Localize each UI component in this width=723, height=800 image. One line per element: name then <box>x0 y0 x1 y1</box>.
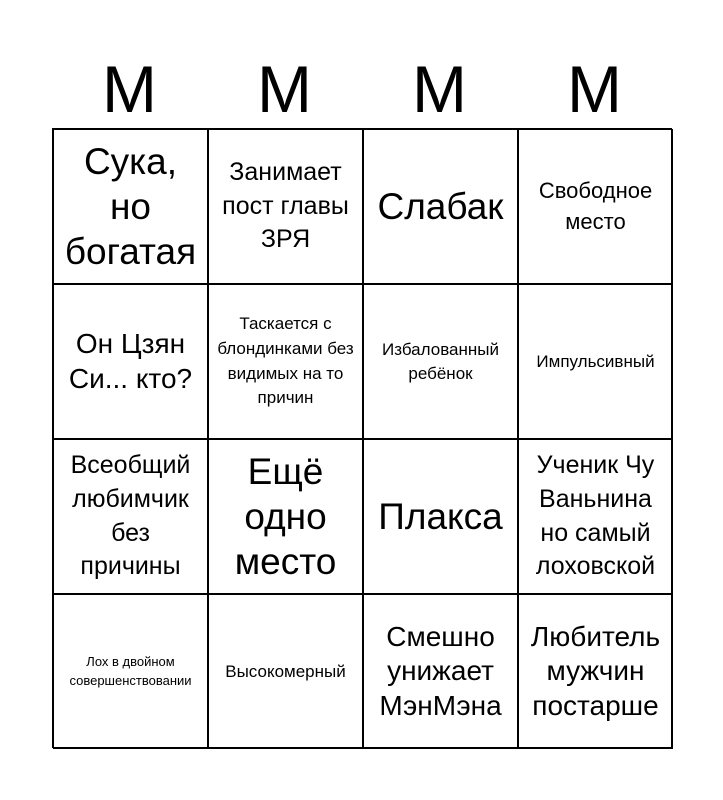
bingo-cell-text: Любитель мужчин постарше <box>530 621 661 721</box>
bingo-header <box>52 50 672 128</box>
bingo-cell-text: Плакса <box>378 495 503 537</box>
bingo-cell[interactable] <box>53 439 208 594</box>
bingo-cell[interactable] <box>208 129 363 284</box>
bingo-cell[interactable] <box>518 439 673 594</box>
header-letter-3: M <box>412 52 467 126</box>
bingo-cell[interactable] <box>363 439 518 594</box>
bingo-cell[interactable] <box>518 129 673 284</box>
bingo-cell-text: Таскается с блондинками без видимых на то причин <box>217 314 354 408</box>
bingo-cell[interactable] <box>518 284 673 439</box>
bingo-cell-text: Ещё одно место <box>234 450 337 583</box>
header-letter-2: M <box>257 52 312 126</box>
bingo-cell-text: Лох в двойном совершенствовании <box>69 654 192 688</box>
bingo-cell-text: Смешно унижает МэнМэна <box>379 621 502 721</box>
bingo-cell-text: Сука, но богатая <box>64 140 197 273</box>
bingo-cell-text: Избалованный ребёнок <box>382 339 499 383</box>
bingo-cell[interactable] <box>53 129 208 284</box>
bingo-cell-text: Свободное место <box>538 177 653 234</box>
bingo-cell-text: Слабак <box>377 185 504 227</box>
bingo-cell[interactable] <box>208 439 363 594</box>
header-letter-1: M <box>102 52 157 126</box>
bingo-cell[interactable] <box>363 594 518 749</box>
bingo-cell-text: Высокомерный <box>225 661 346 681</box>
header-letter-4: M <box>567 52 622 126</box>
bingo-cell[interactable] <box>518 594 673 749</box>
bingo-board <box>52 128 672 748</box>
bingo-cell[interactable] <box>208 594 363 749</box>
bingo-cell-text: Всеобщий любимчик без причины <box>70 451 191 581</box>
bingo-cell-text: Ученик Чу Ваньнина но самый лоховской <box>535 451 656 581</box>
bingo-cell[interactable] <box>363 284 518 439</box>
bingo-cell-text: Импульсивный <box>536 351 655 371</box>
bingo-cell[interactable] <box>363 129 518 284</box>
bingo-cell[interactable] <box>53 284 208 439</box>
bingo-cell[interactable] <box>208 284 363 439</box>
bingo-cell[interactable] <box>53 594 208 749</box>
bingo-cell-text: Занимает пост главы ЗРЯ <box>222 157 349 254</box>
bingo-cell-text: Он Цзян Си... кто? <box>68 328 193 394</box>
